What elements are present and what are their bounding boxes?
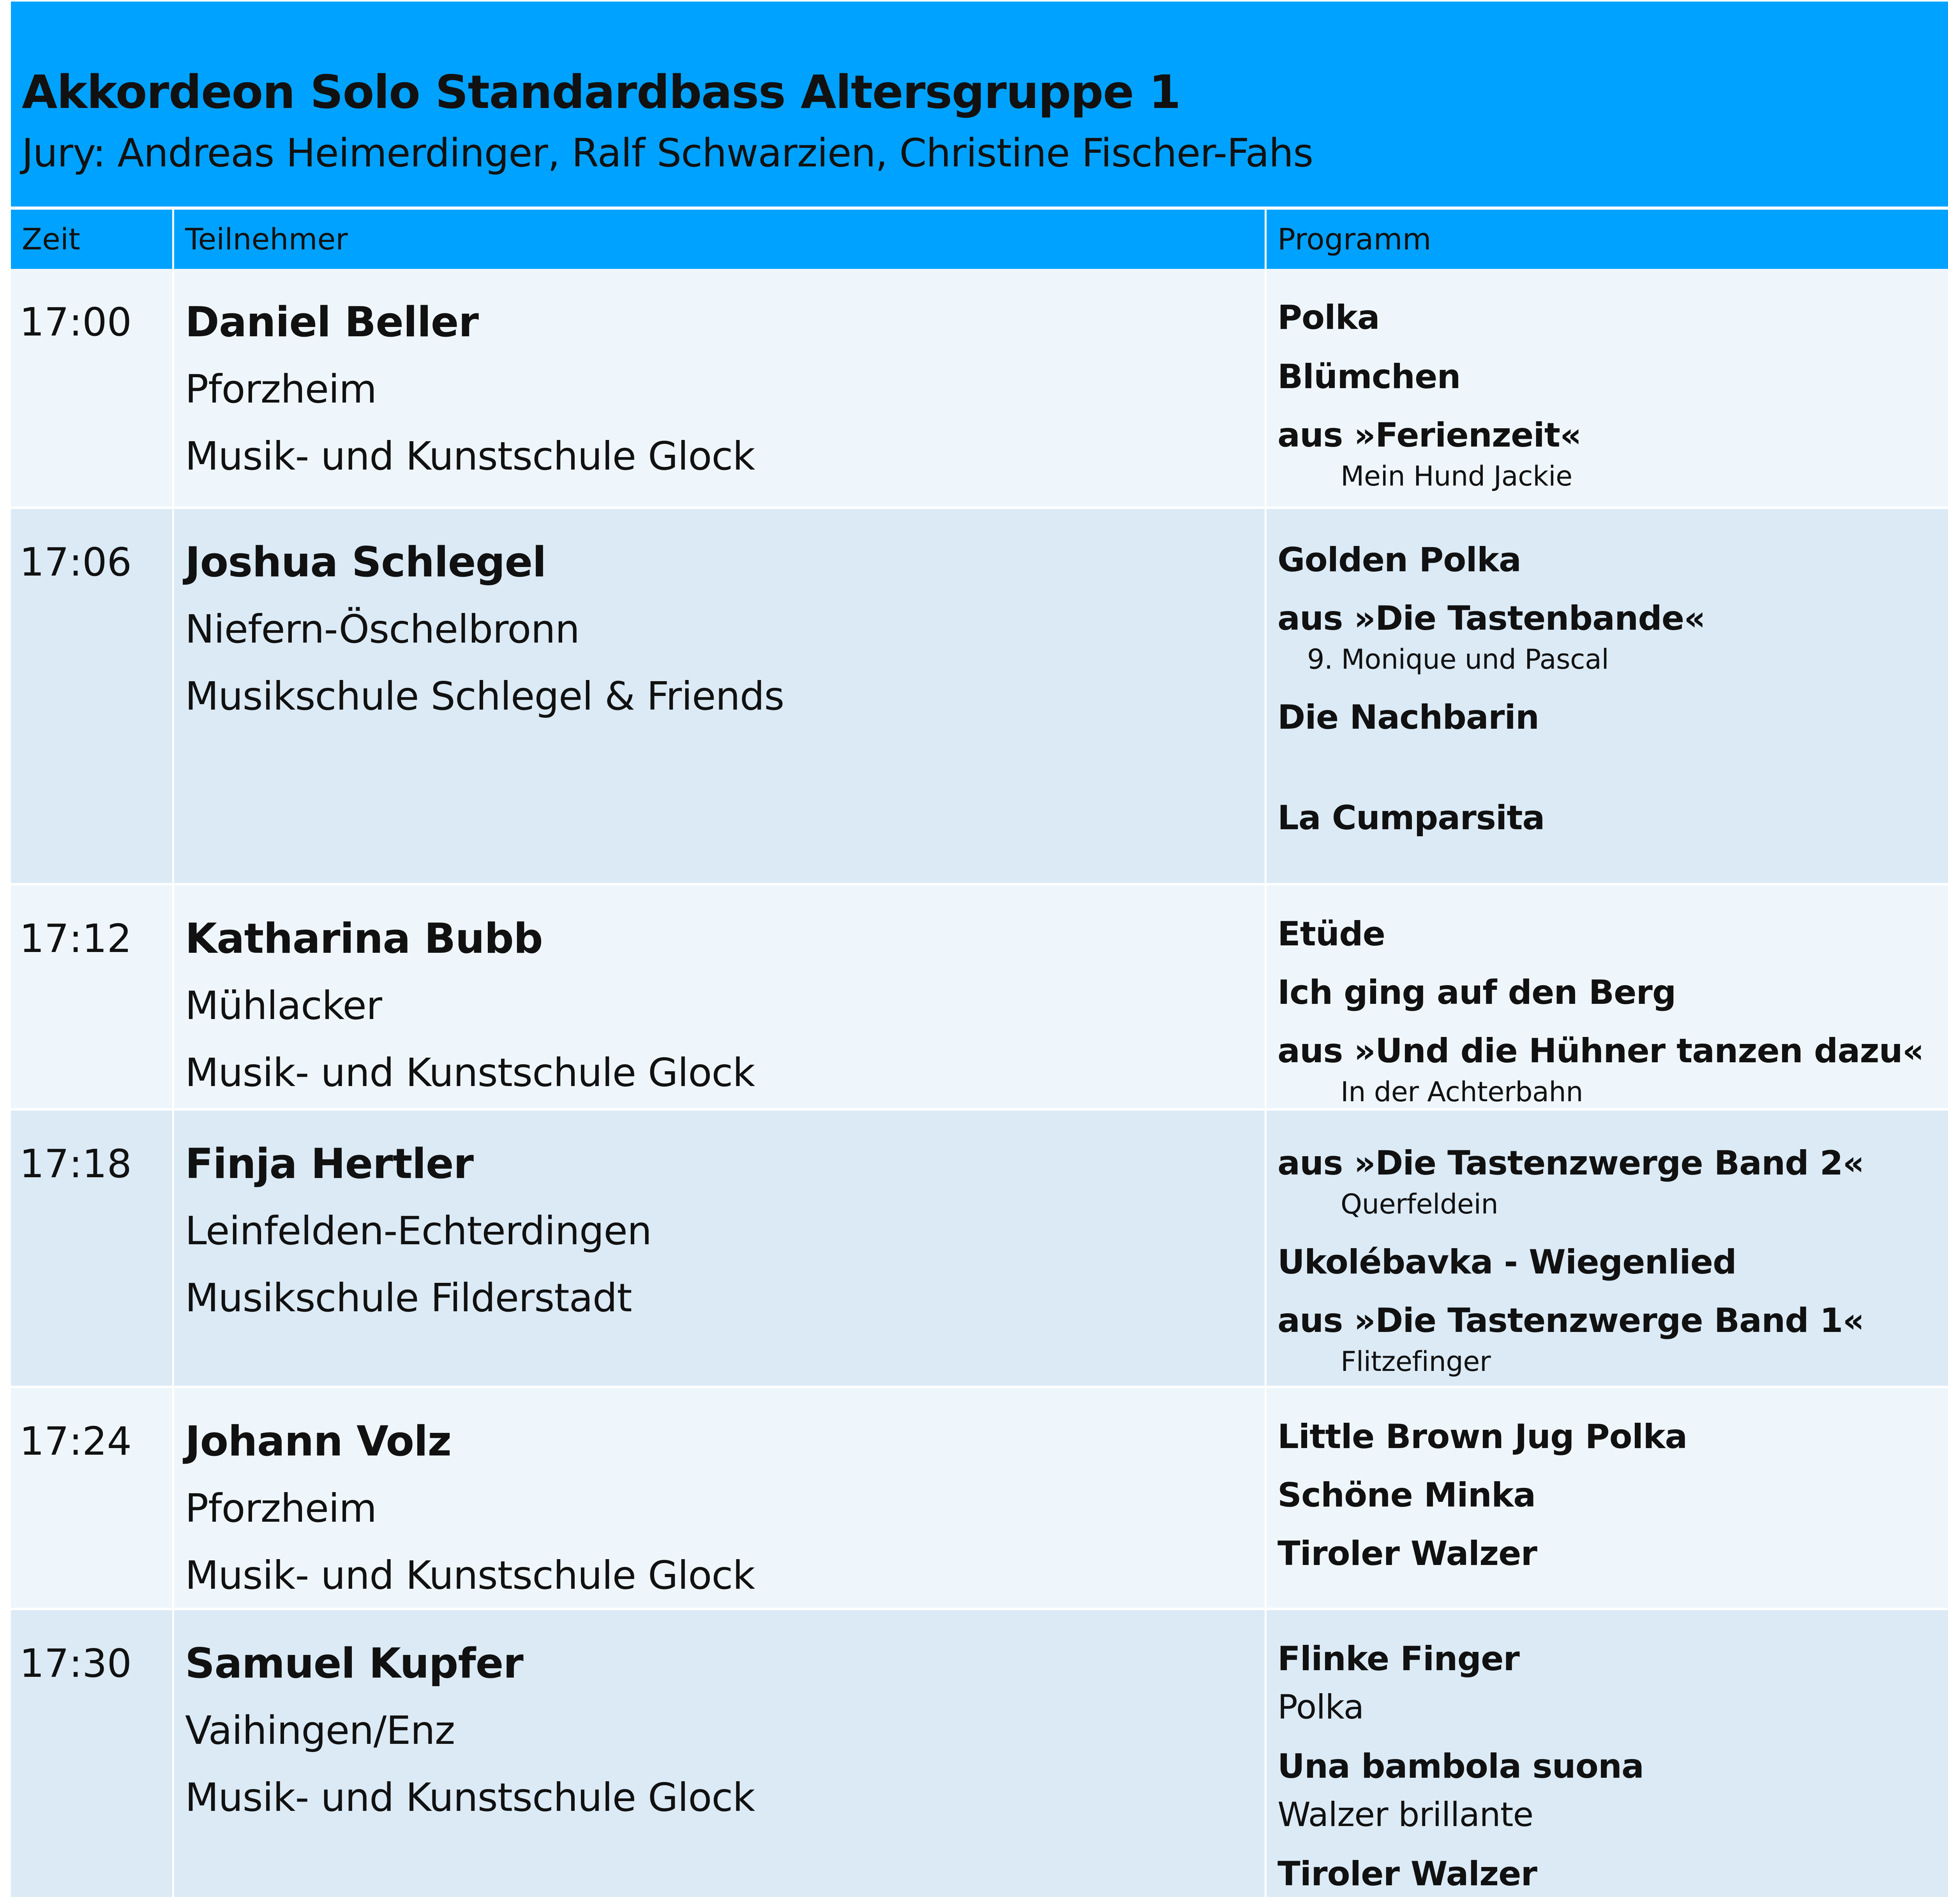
participant-name: Johann Volz [185,1417,452,1465]
program-cell [1265,1111,1948,1386]
participant-school: Musik- und Kunstschule Glock [185,1775,755,1820]
piece-title: aus »Die Tastenzwerge Band 1« [1277,1301,1864,1340]
participant-cell [172,885,1265,1108]
participant-city: Leinfelden-Echterdingen [185,1208,652,1254]
piece-title: aus »Ferienzeit« [1277,416,1581,455]
page-title: Akkordeon Solo Standardbass Altersgruppe 1 [22,65,1180,119]
piece-subtitle: Flitzefinger [1341,1346,1491,1378]
piece-title: Little Brown Jug Polka [1277,1417,1687,1456]
participant-cell [172,1388,1265,1608]
start-time: 17:30 [19,1641,132,1686]
time-cell [11,1111,172,1386]
program-cell [1265,1388,1948,1608]
participant-city: Pforzheim [185,366,377,412]
column-header-teilnehmer: Teilnehmer [172,210,1265,269]
participant-city: Vaihingen/Enz [185,1708,455,1753]
table-row [11,1111,1948,1386]
piece-subtitle: In der Achterbahn [1341,1076,1583,1108]
program-cell [1265,509,1948,883]
participant-name: Samuel Kupfer [185,1639,523,1687]
piece-title: Etüde [1277,915,1385,954]
participant-school: Musik- und Kunstschule Glock [185,433,755,479]
time-cell [11,1610,172,1897]
table-row [11,1388,1948,1608]
piece-subtitle: 9. Monique und Pascal [1307,643,1609,675]
time-cell [11,269,172,507]
piece-title: Blümchen [1277,357,1461,396]
table-row [11,269,1948,507]
piece-title: Tiroler Walzer [1277,1534,1537,1573]
participant-city: Mühlacker [185,983,382,1028]
participant-school: Musik- und Kunstschule Glock [185,1050,755,1095]
program-cell [1265,1610,1948,1897]
participant-name: Daniel Beller [185,298,478,346]
piece-description: Polka [1277,1688,1364,1727]
time-cell [11,509,172,883]
participant-cell [172,269,1265,507]
piece-title: Flinke Finger [1277,1639,1519,1678]
piece-title: Golden Polka [1277,540,1521,579]
piece-title: Una bambola suona [1277,1747,1644,1786]
piece-title: Tiroler Walzer [1277,1855,1537,1893]
time-cell [11,1388,172,1608]
piece-title: aus »Die Tastenzwerge Band 2« [1277,1144,1864,1183]
participant-school: Musik- und Kunstschule Glock [185,1553,755,1598]
participant-cell [172,1610,1265,1897]
piece-title: Polka [1277,298,1380,337]
participant-cell [172,1111,1265,1386]
schedule-document [11,2,1948,1903]
piece-subtitle: Querfeldein [1341,1188,1498,1220]
participant-name: Joshua Schlegel [185,538,546,586]
piece-description: Walzer brillante [1277,1795,1533,1834]
table-row [11,509,1948,883]
participant-city: Niefern-Öschelbronn [185,606,580,652]
start-time: 17:00 [19,299,132,345]
participant-cell [172,509,1265,883]
participant-name: Katharina Bubb [185,915,543,963]
table-row [11,885,1948,1108]
piece-title: aus »Die Tastenbande« [1277,599,1705,638]
participant-school: Musikschule Filderstadt [185,1275,632,1321]
jury-line: Jury: Andreas Heimerdinger, Ralf Schwarzien, Christine Fischer-Fahs [22,130,1313,176]
column-header-zeit: Zeit [22,222,80,256]
piece-title: Schöne Minka [1277,1476,1536,1515]
start-time: 17:18 [19,1141,132,1187]
column-header-programm: Programm [1265,210,1948,269]
start-time: 17:06 [19,539,132,585]
start-time: 17:12 [19,916,132,961]
program-cell [1265,885,1948,1108]
piece-title: Ukolébavka - Wiegenlied [1277,1243,1736,1282]
piece-subtitle: Mein Hund Jackie [1341,460,1572,492]
table-row [11,1610,1948,1897]
participant-name: Finja Hertler [185,1140,474,1188]
piece-title: Ich ging auf den Berg [1277,973,1676,1012]
time-cell [11,885,172,1108]
participant-school: Musikschule Schlegel & Friends [185,673,784,719]
participant-city: Pforzheim [185,1485,377,1531]
table-header [11,210,1948,269]
program-cell [1265,269,1948,507]
piece-title: Die Nachbarin [1277,698,1539,737]
start-time: 17:24 [19,1418,132,1464]
piece-title: aus »Und die Hühner tanzen dazu« [1277,1031,1924,1070]
header-banner [11,2,1948,207]
piece-title: La Cumparsita [1277,798,1545,837]
